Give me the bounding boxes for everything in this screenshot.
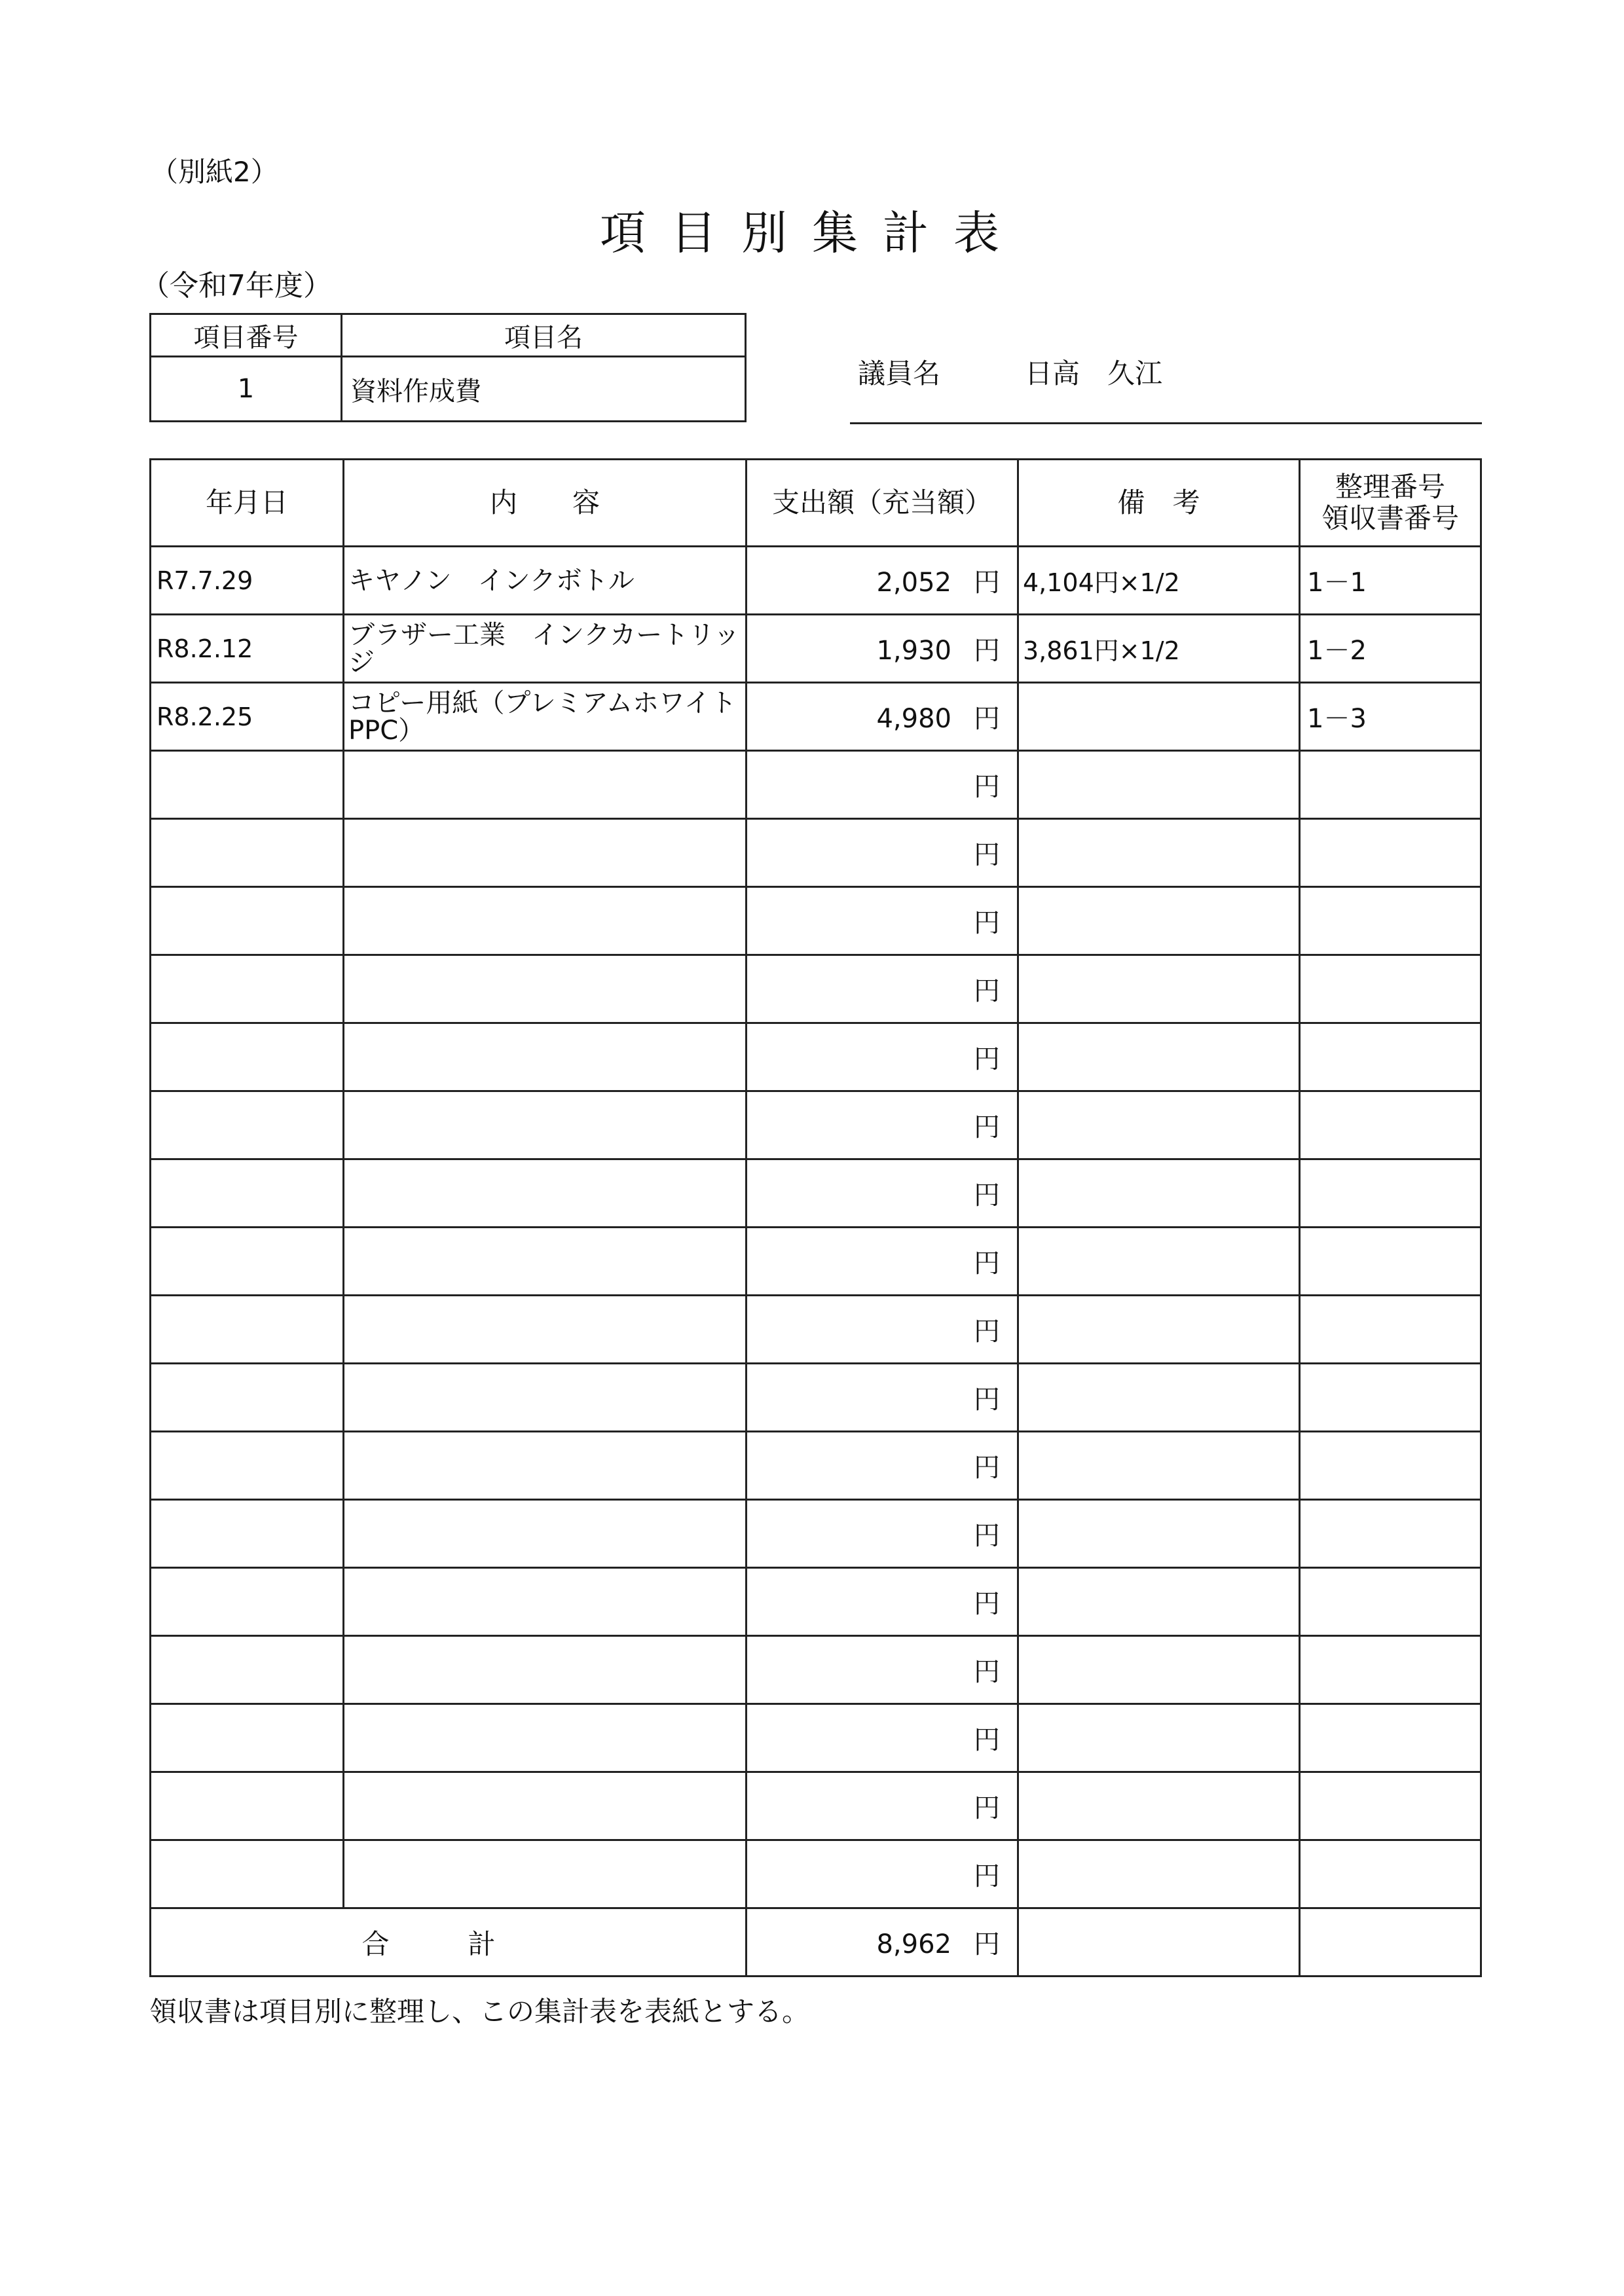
row-amount-cell bbox=[747, 1772, 1018, 1840]
total-ref bbox=[1300, 1908, 1481, 1977]
header-amount: 支出額（充当額） bbox=[747, 460, 1018, 547]
row-yen: 円 bbox=[974, 568, 1000, 598]
row-date bbox=[151, 1704, 344, 1772]
total-row bbox=[151, 1908, 1481, 1977]
row-yen: 円 bbox=[974, 840, 1000, 870]
row-note bbox=[1018, 1500, 1300, 1568]
row-yen: 円 bbox=[974, 1453, 1000, 1483]
row-note bbox=[1018, 1840, 1300, 1908]
row-amount-cell bbox=[747, 819, 1018, 887]
row-ref: 1－3 bbox=[1300, 683, 1481, 751]
row-yen: 円 bbox=[974, 908, 1000, 938]
row-yen: 円 bbox=[974, 772, 1000, 802]
row-note bbox=[1018, 1296, 1300, 1364]
row-note bbox=[1018, 683, 1300, 751]
header-content: 内 容 bbox=[344, 460, 747, 547]
row-yen: 円 bbox=[974, 1861, 1000, 1891]
row-content bbox=[344, 1636, 747, 1704]
row-yen: 円 bbox=[974, 1112, 1000, 1142]
row-note: 4,104円×1/2 bbox=[1018, 547, 1300, 615]
row-yen: 円 bbox=[974, 1589, 1000, 1619]
member-name: 日高 久江 bbox=[1025, 357, 1163, 390]
row-content bbox=[344, 1296, 747, 1364]
item-name-header: 項目名 bbox=[342, 314, 746, 357]
row-note bbox=[1018, 1568, 1300, 1636]
row-ref: 1－2 bbox=[1300, 615, 1481, 683]
row-ref bbox=[1300, 1636, 1481, 1704]
row-amount-cell bbox=[747, 1296, 1018, 1364]
row-content bbox=[344, 1159, 747, 1228]
row-amount-cell bbox=[747, 1432, 1018, 1500]
row-date bbox=[151, 1840, 344, 1908]
row-amount-cell bbox=[747, 887, 1018, 955]
row-ref bbox=[1300, 1023, 1481, 1091]
expense-table bbox=[149, 458, 1482, 1977]
table-row bbox=[151, 1704, 1481, 1772]
row-ref bbox=[1300, 1772, 1481, 1840]
row-date bbox=[151, 1432, 344, 1500]
row-yen: 円 bbox=[974, 1521, 1000, 1551]
row-content bbox=[344, 1840, 747, 1908]
row-content bbox=[344, 1023, 747, 1091]
item-number-header: 項目番号 bbox=[151, 314, 342, 357]
row-content bbox=[344, 1704, 747, 1772]
row-note bbox=[1018, 1159, 1300, 1228]
row-amount-cell bbox=[747, 547, 1018, 615]
row-amount-cell bbox=[747, 751, 1018, 819]
row-yen: 円 bbox=[974, 1180, 1000, 1211]
row-amount-cell bbox=[747, 1840, 1018, 1908]
row-ref bbox=[1300, 819, 1481, 887]
row-note bbox=[1018, 1023, 1300, 1091]
row-note bbox=[1018, 1432, 1300, 1500]
row-ref bbox=[1300, 751, 1481, 819]
row-content bbox=[344, 1364, 747, 1432]
row-content: コピー用紙（プレミアムホワイトPPC） bbox=[344, 683, 747, 751]
table-row bbox=[151, 1432, 1481, 1500]
row-date bbox=[151, 1159, 344, 1228]
total-amount: 8,962 bbox=[876, 1929, 951, 1959]
row-date bbox=[151, 1636, 344, 1704]
member-label: 議員名 bbox=[858, 357, 941, 390]
row-date bbox=[151, 819, 344, 887]
row-yen: 円 bbox=[974, 1657, 1000, 1687]
row-amount-cell bbox=[747, 1704, 1018, 1772]
row-ref bbox=[1300, 1296, 1481, 1364]
row-amount: 2,052 bbox=[876, 568, 951, 598]
row-ref bbox=[1300, 1568, 1481, 1636]
item-name: 資料作成費 bbox=[342, 357, 746, 422]
table-row bbox=[151, 1091, 1481, 1159]
row-ref bbox=[1300, 1159, 1481, 1228]
row-amount-cell bbox=[747, 1023, 1018, 1091]
row-note bbox=[1018, 751, 1300, 819]
row-content bbox=[344, 751, 747, 819]
row-date bbox=[151, 1364, 344, 1432]
row-date bbox=[151, 1500, 344, 1568]
row-date: R8.2.25 bbox=[151, 683, 344, 751]
row-content: キヤノン インクボトル bbox=[344, 547, 747, 615]
row-note bbox=[1018, 955, 1300, 1023]
table-row bbox=[151, 1636, 1481, 1704]
row-content bbox=[344, 819, 747, 887]
row-yen: 円 bbox=[974, 1385, 1000, 1415]
table-row bbox=[151, 1500, 1481, 1568]
item-table bbox=[149, 313, 747, 422]
item-number: 1 bbox=[151, 357, 342, 422]
row-content bbox=[344, 1772, 747, 1840]
table-row bbox=[151, 683, 1481, 751]
table-row bbox=[151, 1364, 1481, 1432]
row-amount-cell bbox=[747, 1500, 1018, 1568]
row-date bbox=[151, 1296, 344, 1364]
row-yen: 円 bbox=[974, 1725, 1000, 1755]
table-row bbox=[151, 1228, 1481, 1296]
total-yen: 円 bbox=[974, 1929, 1000, 1959]
row-date bbox=[151, 1568, 344, 1636]
row-ref bbox=[1300, 1364, 1481, 1432]
row-date bbox=[151, 887, 344, 955]
row-date bbox=[151, 751, 344, 819]
total-label: 合計 bbox=[151, 1908, 747, 1977]
table-row bbox=[151, 1840, 1481, 1908]
row-date bbox=[151, 1772, 344, 1840]
total-note bbox=[1018, 1908, 1300, 1977]
row-ref bbox=[1300, 887, 1481, 955]
header-date: 年月日 bbox=[151, 460, 344, 547]
header-ref bbox=[1300, 460, 1481, 547]
row-ref bbox=[1300, 1500, 1481, 1568]
row-ref bbox=[1300, 1091, 1481, 1159]
row-note bbox=[1018, 1364, 1300, 1432]
row-amount-cell bbox=[747, 1364, 1018, 1432]
row-yen: 円 bbox=[974, 704, 1000, 734]
row-content bbox=[344, 1500, 747, 1568]
table-row bbox=[151, 1568, 1481, 1636]
fiscal-year: （令和7年度） bbox=[141, 269, 332, 302]
row-amount-cell bbox=[747, 615, 1018, 683]
row-yen: 円 bbox=[974, 1044, 1000, 1074]
row-content bbox=[344, 1432, 747, 1500]
row-amount-cell bbox=[747, 955, 1018, 1023]
row-date bbox=[151, 955, 344, 1023]
row-ref bbox=[1300, 1704, 1481, 1772]
row-date bbox=[151, 1091, 344, 1159]
row-yen: 円 bbox=[974, 1317, 1000, 1347]
table-row bbox=[151, 547, 1481, 615]
row-content bbox=[344, 1228, 747, 1296]
row-yen: 円 bbox=[974, 1248, 1000, 1279]
row-yen: 円 bbox=[974, 976, 1000, 1006]
row-content bbox=[344, 1568, 747, 1636]
table-row bbox=[151, 1296, 1481, 1364]
header-note: 備 考 bbox=[1018, 460, 1300, 547]
table-row bbox=[151, 1772, 1481, 1840]
header-ref-line2: 領収書番号 bbox=[1321, 502, 1459, 534]
table-row bbox=[151, 1159, 1481, 1228]
row-note bbox=[1018, 1228, 1300, 1296]
table-row bbox=[151, 819, 1481, 887]
row-ref bbox=[1300, 1228, 1481, 1296]
row-amount: 1,930 bbox=[876, 636, 951, 666]
row-date bbox=[151, 1228, 344, 1296]
row-content bbox=[344, 887, 747, 955]
row-content: ブラザー工業 インクカートリッジ bbox=[344, 615, 747, 683]
row-amount-cell bbox=[747, 1568, 1018, 1636]
row-ref bbox=[1300, 955, 1481, 1023]
row-date bbox=[151, 1023, 344, 1091]
attachment-label: （別紙2） bbox=[151, 156, 278, 188]
row-yen: 円 bbox=[974, 636, 1000, 666]
row-amount-cell bbox=[747, 1159, 1018, 1228]
table-row bbox=[151, 887, 1481, 955]
row-date: R8.2.12 bbox=[151, 615, 344, 683]
row-note bbox=[1018, 1704, 1300, 1772]
table-header-row bbox=[151, 460, 1481, 547]
page-title: 項目別集計表 bbox=[600, 206, 1024, 260]
row-amount-cell bbox=[747, 1636, 1018, 1704]
row-amount-cell bbox=[747, 1091, 1018, 1159]
row-ref: 1－1 bbox=[1300, 547, 1481, 615]
row-note bbox=[1018, 1636, 1300, 1704]
row-ref bbox=[1300, 1840, 1481, 1908]
row-yen: 円 bbox=[974, 1793, 1000, 1823]
row-note bbox=[1018, 1091, 1300, 1159]
member-underline bbox=[850, 422, 1482, 424]
footnote: 領収書は項目別に整理し、この集計表を表紙とする。 bbox=[149, 1995, 810, 2028]
row-amount-cell bbox=[747, 1228, 1018, 1296]
table-row bbox=[151, 751, 1481, 819]
table-row bbox=[151, 955, 1481, 1023]
row-amount-cell bbox=[747, 683, 1018, 751]
row-content bbox=[344, 1091, 747, 1159]
row-amount: 4,980 bbox=[876, 704, 951, 734]
row-note: 3,861円×1/2 bbox=[1018, 615, 1300, 683]
row-date: R7.7.29 bbox=[151, 547, 344, 615]
row-ref bbox=[1300, 1432, 1481, 1500]
total-amount-cell bbox=[747, 1908, 1018, 1977]
table-row bbox=[151, 615, 1481, 683]
row-note bbox=[1018, 887, 1300, 955]
row-note bbox=[1018, 819, 1300, 887]
row-note bbox=[1018, 1772, 1300, 1840]
header-ref-line1: 整理番号 bbox=[1335, 470, 1445, 503]
row-content bbox=[344, 955, 747, 1023]
table-row bbox=[151, 1023, 1481, 1091]
